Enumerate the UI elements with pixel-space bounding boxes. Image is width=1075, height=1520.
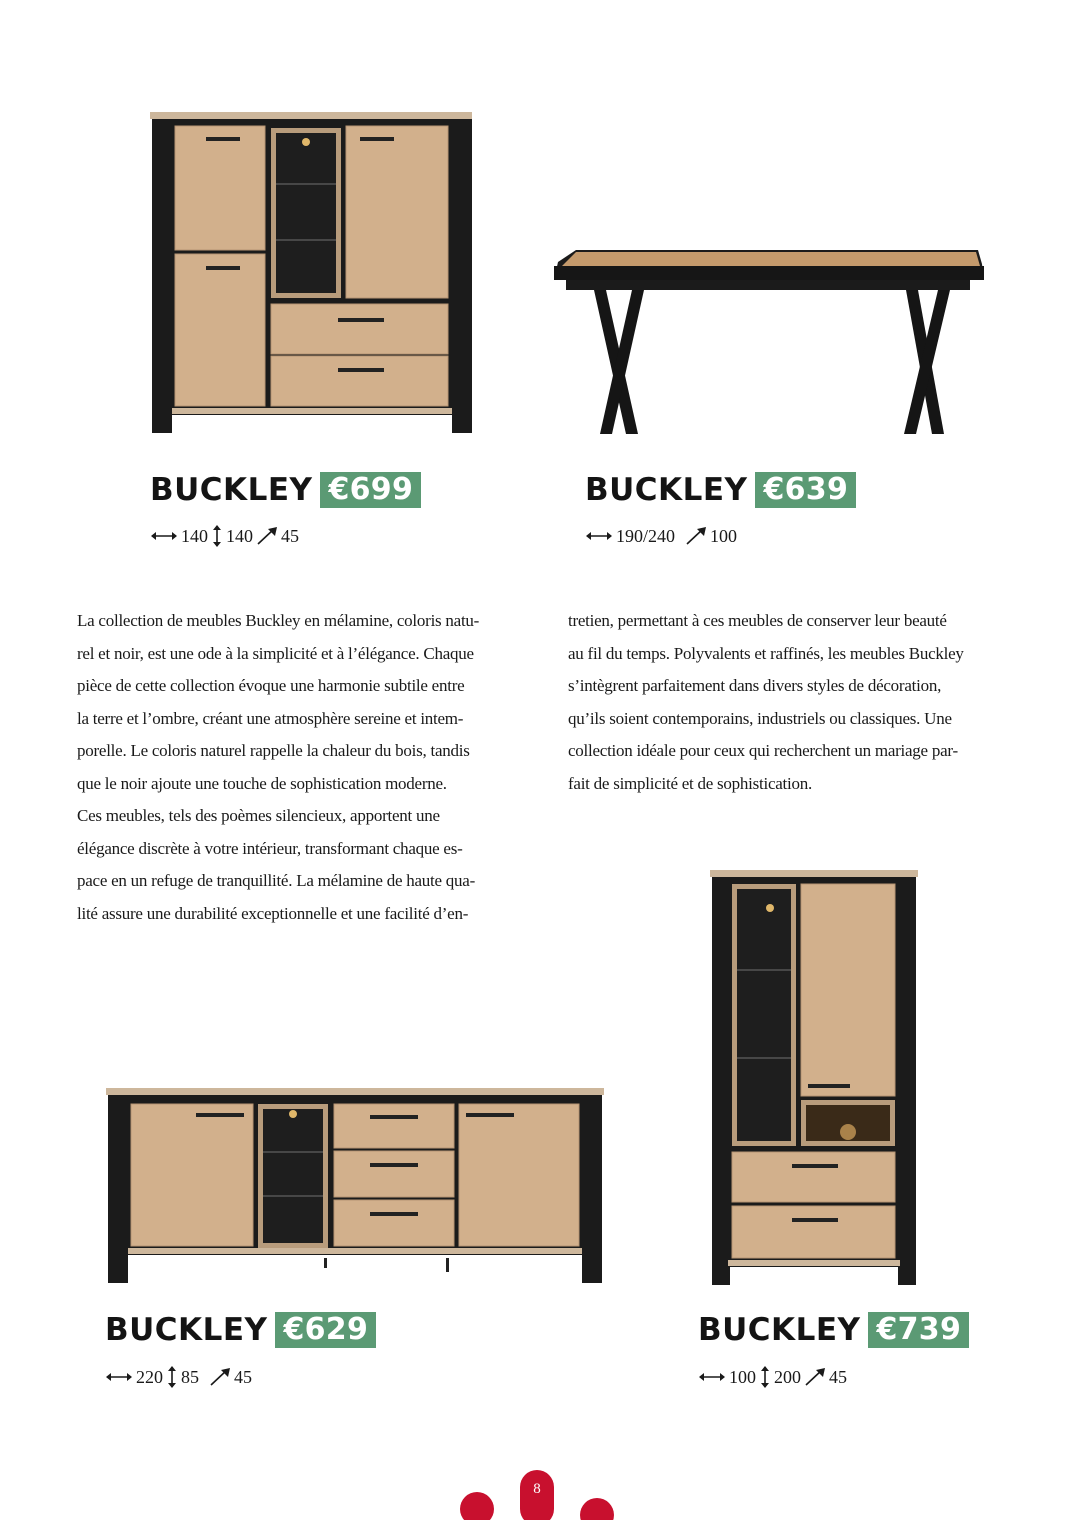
product-name: BUCKLEY: [698, 1312, 861, 1348]
decorative-dot-left: [460, 1492, 494, 1520]
dimension-height: 140: [226, 525, 253, 546]
product-dimensions-1: [150, 524, 302, 548]
dimension-height: 85: [181, 1366, 199, 1387]
dimension-height: 200: [774, 1366, 801, 1387]
product-price: €639: [755, 472, 856, 508]
depth-arrow-icon: [256, 526, 278, 546]
product-image-highboard: [148, 112, 476, 442]
dimension-width: 220: [136, 1366, 163, 1387]
text-line: lité assure une durabilité exceptionnelle et une facilité d’en-: [77, 903, 469, 923]
product-title-row-3: [105, 1312, 376, 1348]
text-line: rel et noir, est une ode à la simplicité et à l’élégance. Chaque: [77, 643, 474, 663]
height-arrow-icon: [166, 1365, 178, 1389]
text-line: s’intègrent parfaitement dans divers styles de décoration,: [568, 676, 942, 695]
dimension-depth: 45: [829, 1366, 847, 1387]
width-arrow-icon: [150, 530, 178, 542]
description-right-column: [568, 605, 998, 800]
dimension-depth: 45: [281, 525, 299, 546]
dimension-depth: 100: [710, 525, 738, 546]
height-arrow-icon: [211, 524, 223, 548]
product-name: BUCKLEY: [150, 472, 313, 508]
page-number: 8: [533, 1481, 541, 1497]
page-footer: [455, 1470, 625, 1520]
product-image-vitrine: [708, 870, 920, 1286]
text-line: que le noir ajoute une touche de sophistication moderne.: [77, 773, 447, 793]
height-arrow-icon: [759, 1365, 771, 1389]
depth-arrow-icon: [209, 1367, 231, 1387]
text-line: qu’ils soient contemporains, industriels ou classiques. Une: [568, 708, 952, 728]
dimension-depth: 45: [234, 1366, 252, 1387]
text-line: fait de simplicité et de sophistication.: [568, 773, 812, 793]
highboard-illustration: [148, 112, 476, 442]
product-name: BUCKLEY: [585, 472, 748, 508]
product-title-row-2: [585, 472, 856, 508]
description-left-column: [77, 605, 507, 930]
product-image-sideboard: [104, 1088, 606, 1286]
product-price: €699: [320, 472, 421, 508]
depth-arrow-icon: [685, 526, 707, 546]
depth-arrow-icon: [804, 1367, 826, 1387]
text-line: la terre et l’ombre, créant une atmosphère sereine et intem-: [77, 708, 464, 728]
text-line: au fil du temps. Polyvalents et raffinés, les meubles Buckley: [568, 643, 964, 663]
text-line: pièce de cette collection évoque une harmonie subtile entre: [77, 676, 465, 695]
width-arrow-icon: [698, 1371, 726, 1383]
product-dimensions-4: [698, 1365, 850, 1389]
vitrine-illustration: [708, 870, 920, 1286]
width-arrow-icon: [105, 1371, 133, 1383]
dimension-width: 190/240: [616, 525, 676, 546]
dimension-width: 140: [181, 525, 208, 546]
product-dimensions-2: [585, 524, 740, 548]
sideboard-illustration: [104, 1088, 606, 1286]
decorative-dot-right: [580, 1498, 614, 1520]
text-line: élégance discrète à votre intérieur, transformant chaque es-: [77, 838, 463, 858]
text-line: La collection de meubles Buckley en mélamine, coloris natu-: [77, 611, 480, 630]
width-arrow-icon: [585, 530, 613, 542]
dimension-width: 100: [729, 1366, 756, 1387]
product-price: €739: [868, 1312, 969, 1348]
text-line: pace en un refuge de tranquillité. La mélamine de haute qua-: [77, 871, 476, 890]
text-line: tretien, permettant à ces meubles de conserver leur beauté: [568, 611, 947, 630]
product-title-row-4: [698, 1312, 969, 1348]
product-title-row-1: [150, 472, 421, 508]
text-line: porelle. Le coloris naturel rappelle la chaleur du bois, tandis: [77, 741, 470, 760]
text-line: collection idéale pour ceux qui recherchent un mariage par-: [568, 741, 958, 760]
product-name: BUCKLEY: [105, 1312, 268, 1348]
product-price: €629: [275, 1312, 376, 1348]
product-image-dining-table: [546, 244, 988, 444]
text-line: Ces meubles, tels des poèmes silencieux, apportent une: [77, 806, 440, 825]
dining-table-illustration: [546, 244, 988, 444]
product-dimensions-3: [105, 1365, 255, 1389]
